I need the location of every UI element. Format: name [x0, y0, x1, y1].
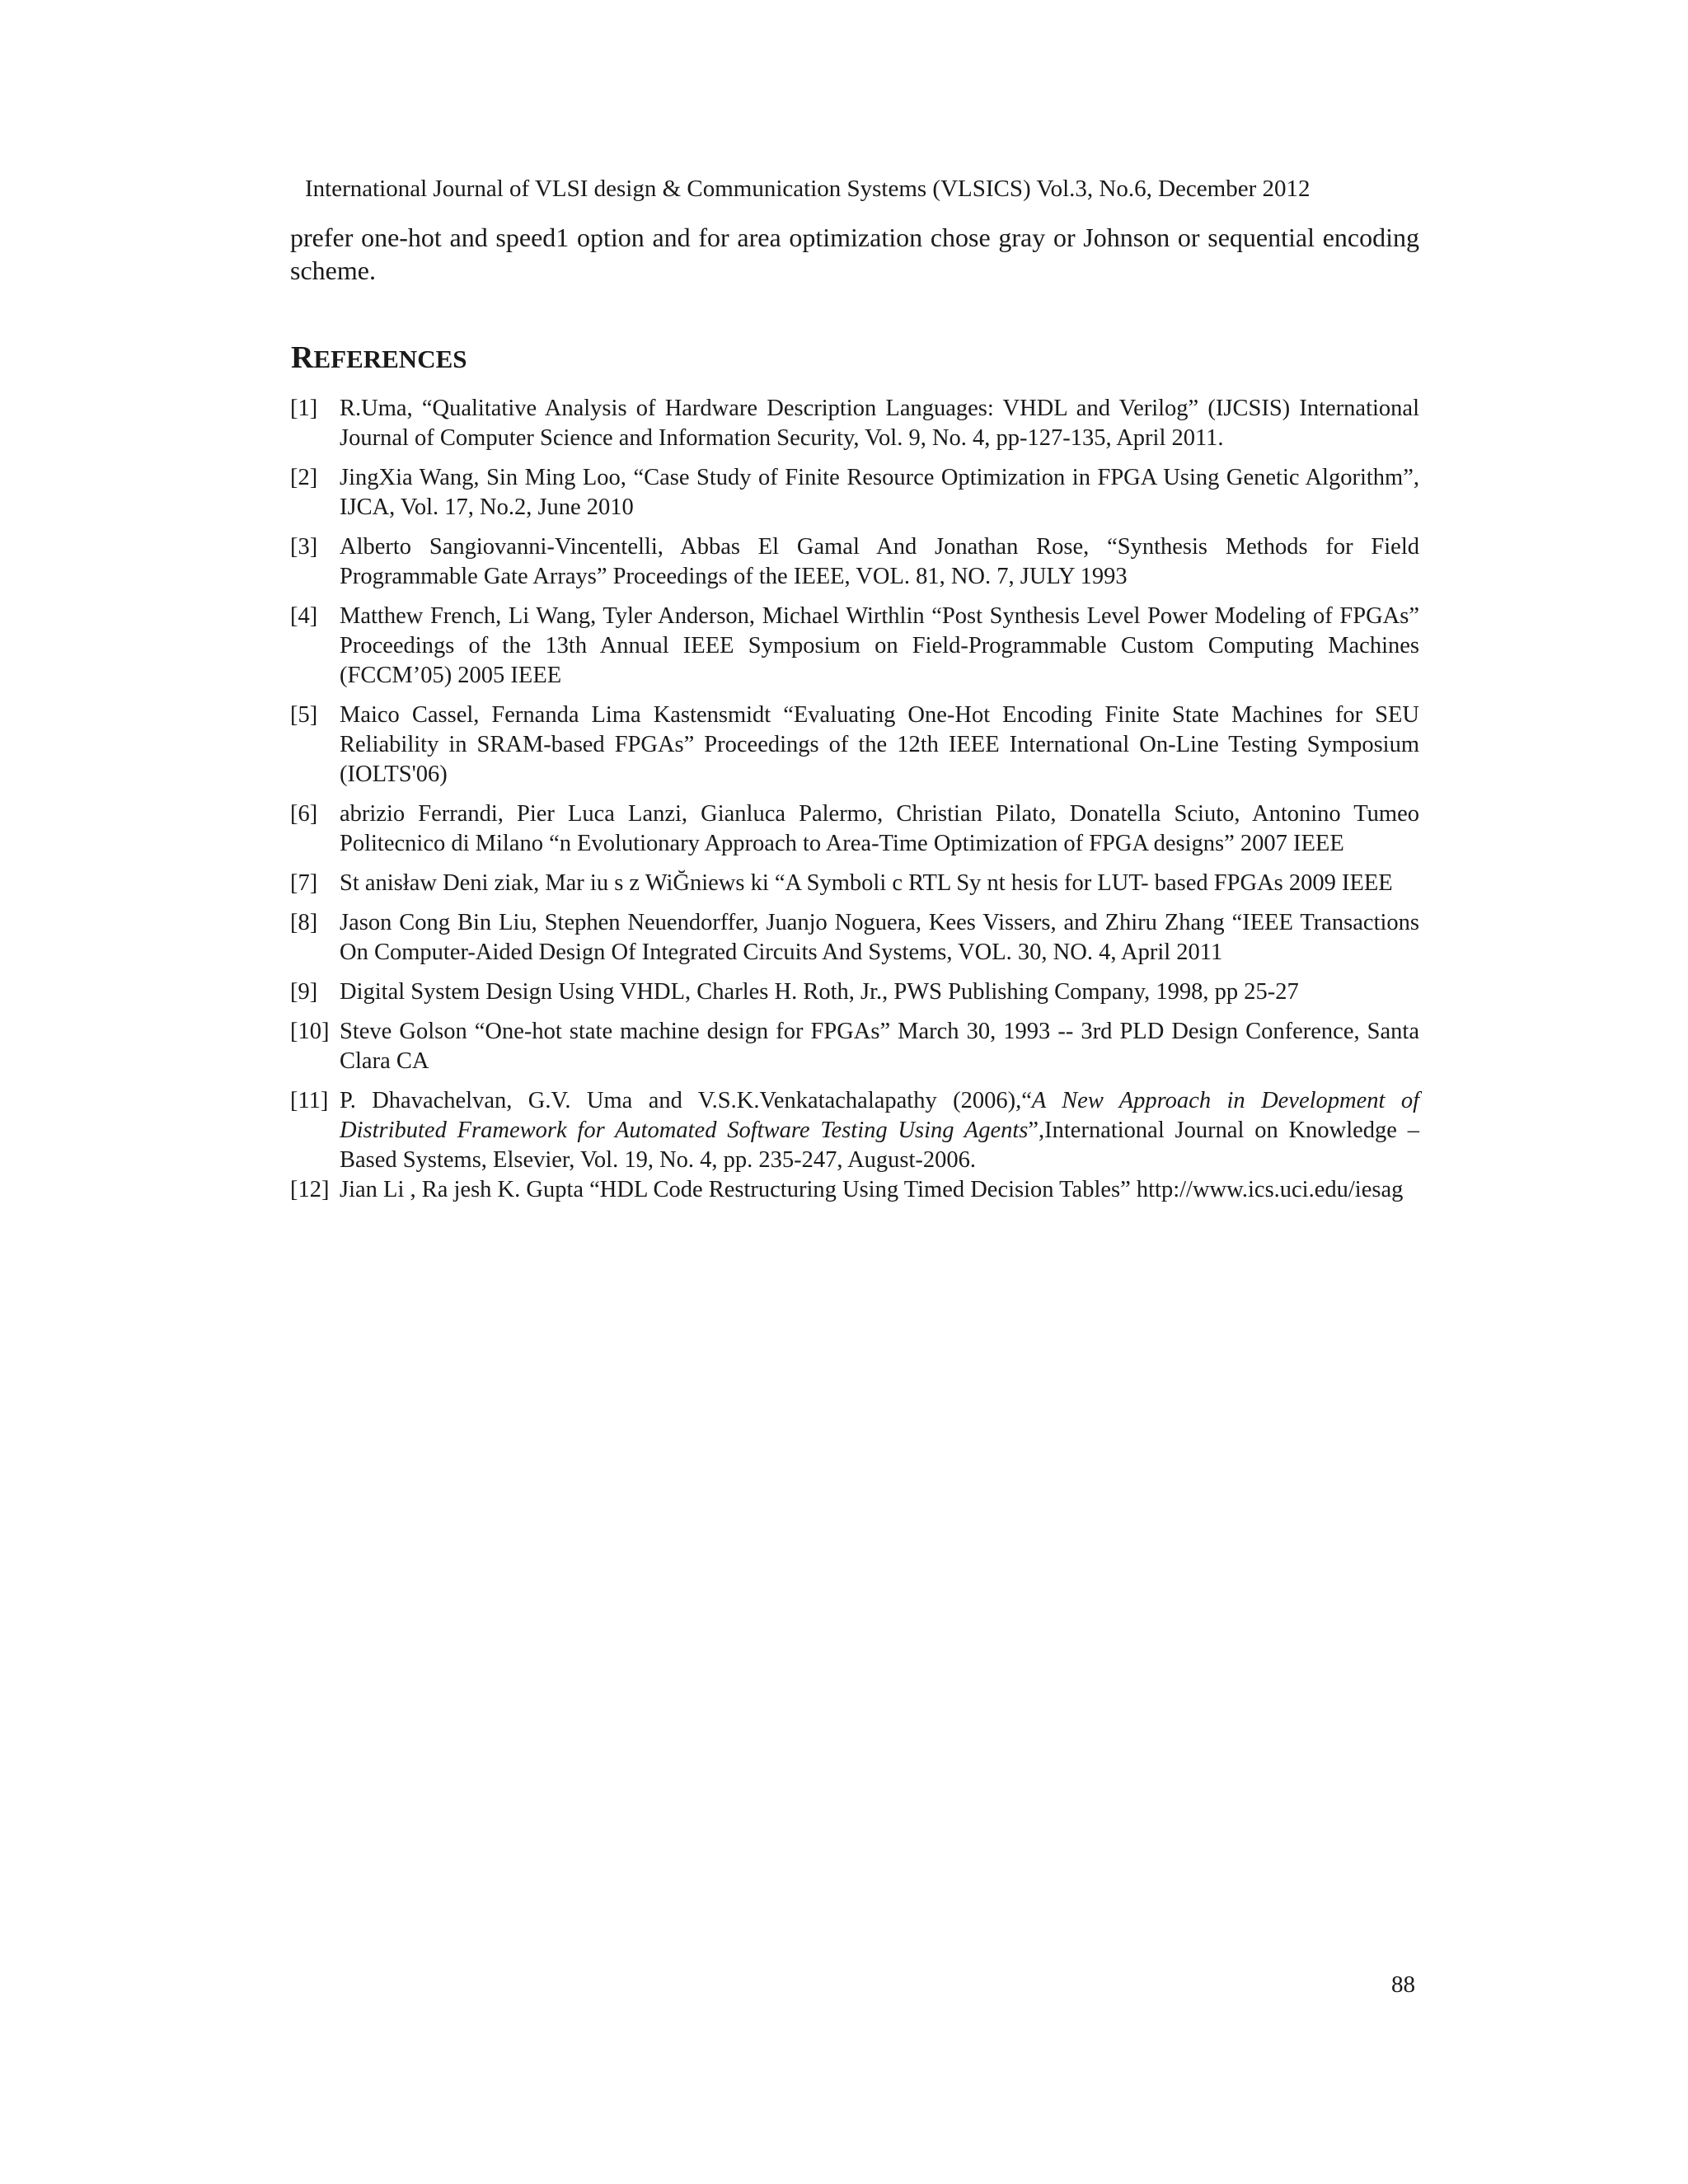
reference-text: Maico Cassel, Fernanda Lima Kastensmidt “Evaluating One-Hot Encoding Finite State Machines for SEU Reliability in SRAM-based FPGAs” Proceedings of the 12th IEEE International On-Line Testing Symposium (IOLTS'06)	[340, 702, 1419, 787]
reference-text: Jason Cong Bin Liu, Stephen Neuendorffer, Juanjo Noguera, Kees Vissers, and Zhiru Zhang “IEEE Transactions On Computer-Aided Design Of Integrated Circuits And Systems, VOL. 30, NO. 4, April 2011	[340, 910, 1419, 965]
reference-text-part: ”,International Journal on Knowledge –Based Systems, Elsevier, Vol. 19, No. 4, pp. 235-247, August-2006.	[340, 1118, 1419, 1173]
reference-number: [10]	[290, 1019, 330, 1044]
reference-text: St anisław Deni ziak, Mar iu s z WiĞniews ki “A Symboli c RTL Sy nt hesis for LUT- based FPGAs 2009 IEEE	[340, 870, 1393, 896]
reference-number: [3]	[290, 534, 318, 560]
reference-item	[290, 602, 1419, 691]
reference-number: [9]	[290, 979, 318, 1005]
reference-item	[290, 869, 1419, 898]
reference-text: Alberto Sangiovanni-Vincentelli, Abbas El Gamal And Jonathan Rose, “Synthesis Methods for Field Programmable Gate Arrays” Proceedings of the IEEE, VOL. 81, NO. 7, JULY 1993	[340, 534, 1419, 589]
reference-list	[290, 394, 1419, 1215]
reference-number: [6]	[290, 801, 318, 827]
reference-number: [8]	[290, 910, 318, 935]
intro-paragraph: prefer one-hot and speed1 option and for area optimization chose gray or Johnson or sequential encoding scheme.	[290, 223, 1419, 285]
reference-text: Jian Li , Ra jesh K. Gupta “HDL Code Restructuring Using Timed Decision Tables” http://www.ics.uci.edu/iesag	[340, 1177, 1404, 1202]
reference-text: Steve Golson “One-hot state machine design for FPGAs” March 30, 1993 -- 3rd PLD Design Conference, Santa Clara CA	[340, 1019, 1419, 1074]
page-number: 88	[1391, 1971, 1415, 1998]
references-heading	[291, 340, 467, 377]
journal-header: International Journal of VLSI design & Communication Systems (VLSICS) Vol.3, No.6, December 2012	[305, 176, 1311, 202]
reference-text: abrizio Ferrandi, Pier Luca Lanzi, Gianluca Palermo, Christian Pilato, Donatella Sciuto, Antonino Tumeo Politecnico di Milano “n Evolutionary Approach to Area-Time Optimization of FPGA designs” 2007 IEEE	[340, 801, 1419, 856]
reference-text	[340, 1086, 1419, 1175]
reference-item	[290, 463, 1419, 523]
reference-item	[290, 394, 1419, 453]
reference-text: Digital System Design Using VHDL, Charles H. Roth, Jr., PWS Publishing Company, 1998, pp 25-27	[340, 979, 1299, 1005]
reference-text-part: P. Dhavachelvan, G.V. Uma and V.S.K.Venkatachalapathy (2006),“	[340, 1088, 1032, 1113]
reference-number: [5]	[290, 702, 318, 728]
reference-number: [2]	[290, 465, 318, 490]
reference-item	[290, 799, 1419, 859]
reference-italic-title: A New Approach in Development of Distributed Framework for Automated Software Testing Using Agents	[340, 1088, 1419, 1143]
reference-item	[290, 1175, 1419, 1205]
reference-number: [7]	[290, 870, 318, 896]
references-heading-initial: R	[291, 340, 314, 375]
references-heading-rest: EFERENCES	[313, 344, 467, 373]
reference-item	[290, 1086, 1419, 1175]
reference-number: [12]	[290, 1177, 330, 1202]
reference-item	[290, 1017, 1419, 1076]
reference-item	[290, 908, 1419, 968]
reference-item	[290, 532, 1419, 592]
reference-text: JingXia Wang, Sin Ming Loo, “Case Study of Finite Resource Optimization in FPGA Using Genetic Algorithm”, IJCA, Vol. 17, No.2, June 2010	[340, 465, 1419, 520]
reference-number: [4]	[290, 603, 318, 629]
reference-item	[290, 977, 1419, 1007]
reference-number: [1]	[290, 396, 318, 421]
reference-text: Matthew French, Li Wang, Tyler Anderson, Michael Wirthlin “Post Synthesis Level Power Modeling of FPGAs” Proceedings of the 13th Annual IEEE Symposium on Field-Programmable Custom Computing Machines (FCCM’05) 2005 IEEE	[340, 603, 1419, 688]
reference-text: R.Uma, “Qualitative Analysis of Hardware Description Languages: VHDL and Verilog” (IJCSIS) International Journal of Computer Science and Information Security, Vol. 9, No. 4, pp-127-135, April 2011.	[340, 396, 1419, 451]
reference-item	[290, 701, 1419, 790]
reference-number: [11]	[290, 1088, 329, 1113]
